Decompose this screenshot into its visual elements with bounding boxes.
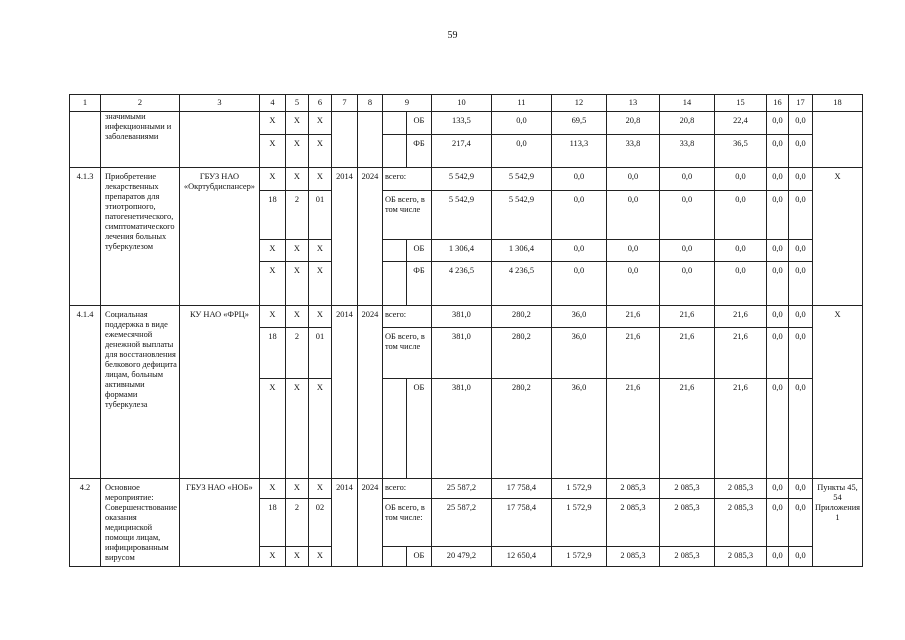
table-cell: X xyxy=(308,547,331,567)
table-cell: 0,0 xyxy=(788,479,812,499)
table-cell: 18 xyxy=(259,499,285,547)
table-cell: 4 236,5 xyxy=(431,262,491,306)
table-cell: 21,6 xyxy=(659,306,714,328)
table-cell: 21,6 xyxy=(659,379,714,479)
table-cell: 0,0 xyxy=(788,499,812,547)
table-cell: 0,0 xyxy=(659,262,714,306)
table-row xyxy=(70,306,863,328)
table-cell xyxy=(382,135,406,168)
table-cell: 2014 xyxy=(331,306,357,479)
col-header: 1 xyxy=(70,95,101,112)
table-cell: 0,0 xyxy=(714,262,766,306)
table-cell: 20,8 xyxy=(659,112,714,135)
table-cell: 381,0 xyxy=(431,379,491,479)
table-cell: ОБ xyxy=(406,112,431,135)
table-cell: 21,6 xyxy=(714,328,766,379)
table-cell: 18 xyxy=(259,191,285,240)
col-header: 8 xyxy=(357,95,382,112)
table-cell: 25 587,2 xyxy=(431,479,491,499)
table-cell: ОБ xyxy=(406,240,431,262)
col-header: 3 xyxy=(179,95,259,112)
table-cell xyxy=(70,112,101,168)
table-cell: 0,0 xyxy=(788,168,812,191)
table-cell: Пункты 45, 54 Приложения 1 xyxy=(812,479,862,567)
table-cell: 2 085,3 xyxy=(606,479,659,499)
table-cell: X xyxy=(259,547,285,567)
table-cell: 17 758,4 xyxy=(491,499,551,547)
table-cell: X xyxy=(285,479,308,499)
table-cell: 17 758,4 xyxy=(491,479,551,499)
table-cell: X xyxy=(285,547,308,567)
table-cell: 21,6 xyxy=(714,306,766,328)
table-cell: 5 542,9 xyxy=(491,191,551,240)
table-row xyxy=(70,112,863,135)
table-cell: 280,2 xyxy=(491,306,551,328)
table-cell: 2014 xyxy=(331,479,357,567)
table-cell: 5 542,9 xyxy=(431,191,491,240)
table-cell: 0,0 xyxy=(766,135,788,168)
table-cell: 20 479,2 xyxy=(431,547,491,567)
table-cell: 2 085,3 xyxy=(714,547,766,567)
table-cell: 0,0 xyxy=(659,168,714,191)
table-cell: X xyxy=(259,379,285,479)
table-cell: 0,0 xyxy=(606,168,659,191)
table-cell: ОБ всего, в том числе xyxy=(382,191,431,240)
table-cell: 0,0 xyxy=(766,328,788,379)
table-cell: X xyxy=(285,306,308,328)
table-cell: ОБ xyxy=(406,547,431,567)
table-cell: 1 572,9 xyxy=(551,547,606,567)
row-name: значимыми инфекционными и заболеваниями xyxy=(101,112,180,168)
table-cell: X xyxy=(285,240,308,262)
table-cell: 0,0 xyxy=(714,240,766,262)
table-cell: 2 085,3 xyxy=(659,479,714,499)
table-cell: 33,8 xyxy=(606,135,659,168)
table-cell: всего: xyxy=(382,168,431,191)
table-cell: 2 085,3 xyxy=(714,499,766,547)
row-name: Основное мероприятие: Совершенствование оказания медицинской помощи лицам, инфицированным вирусом xyxy=(101,479,180,567)
table-cell: 36,0 xyxy=(551,306,606,328)
row-executor: КУ НАО «ФРЦ» xyxy=(179,306,259,479)
table-cell: 381,0 xyxy=(431,306,491,328)
table-cell: 1 572,9 xyxy=(551,499,606,547)
table-cell: 0,0 xyxy=(714,168,766,191)
table-cell: 2024 xyxy=(357,168,382,306)
col-header: 16 xyxy=(766,95,788,112)
table-cell: X xyxy=(285,135,308,168)
table-cell: 0,0 xyxy=(788,240,812,262)
table-cell: 0,0 xyxy=(659,191,714,240)
table-cell: 2 085,3 xyxy=(606,499,659,547)
table-cell: 0,0 xyxy=(766,379,788,479)
table-cell: 4 236,5 xyxy=(491,262,551,306)
table-cell: 33,8 xyxy=(659,135,714,168)
table-cell: 0,0 xyxy=(491,135,551,168)
table-cell: 2024 xyxy=(357,306,382,479)
row-executor: ГБУЗ НАО «Окртубдиспансер» xyxy=(179,168,259,306)
table-cell: X xyxy=(259,262,285,306)
table-cell: 0,0 xyxy=(766,168,788,191)
table-cell: 36,0 xyxy=(551,379,606,479)
table-cell: 0,0 xyxy=(551,240,606,262)
table-cell: 21,6 xyxy=(606,328,659,379)
table-cell: 280,2 xyxy=(491,379,551,479)
col-header: 13 xyxy=(606,95,659,112)
row-name: Социальная поддержка в виде ежемесячной денежной выплаты для восстановления белкового дефицита лицам, больным активными формами туберкулеза xyxy=(101,306,180,479)
table-cell xyxy=(382,547,406,567)
table-cell: 0,0 xyxy=(788,135,812,168)
table-cell: X xyxy=(812,306,862,479)
table-cell: 0,0 xyxy=(788,547,812,567)
row-name: Приобретение лекарственных препаратов для этиотропного, патогенетического, симптоматического лечения больных туберкулезом xyxy=(101,168,180,306)
table-cell: 1 306,4 xyxy=(491,240,551,262)
table-cell: X xyxy=(259,168,285,191)
table-cell: X xyxy=(308,135,331,168)
table-cell: 5 542,9 xyxy=(431,168,491,191)
table-cell: 01 xyxy=(308,191,331,240)
table-cell: 2 xyxy=(285,499,308,547)
row-executor: ГБУЗ НАО «НОБ» xyxy=(179,479,259,567)
table-cell: 2 085,3 xyxy=(606,547,659,567)
table-cell: 2024 xyxy=(357,479,382,567)
table-cell: 2 085,3 xyxy=(659,499,714,547)
table-cell: 133,5 xyxy=(431,112,491,135)
table-cell: ОБ xyxy=(406,379,431,479)
program-table xyxy=(69,94,863,567)
table-cell: X xyxy=(285,112,308,135)
header-row xyxy=(70,95,863,112)
table-cell: X xyxy=(259,306,285,328)
table-cell: 0,0 xyxy=(606,240,659,262)
table-cell: 22,4 xyxy=(714,112,766,135)
table-cell: X xyxy=(308,262,331,306)
table-cell: X xyxy=(259,112,285,135)
table-cell: ФБ xyxy=(406,135,431,168)
table-cell: ОБ всего, в том числе xyxy=(382,328,431,379)
table-row xyxy=(70,168,863,191)
table-cell: 0,0 xyxy=(788,328,812,379)
table-cell: 381,0 xyxy=(431,328,491,379)
col-header: 5 xyxy=(285,95,308,112)
table-cell: 36,0 xyxy=(551,328,606,379)
table-cell: 20,8 xyxy=(606,112,659,135)
table-cell: 1 572,9 xyxy=(551,479,606,499)
table-cell xyxy=(382,262,406,306)
table-cell: всего: xyxy=(382,479,431,499)
table-cell: ФБ xyxy=(406,262,431,306)
table-cell: 0,0 xyxy=(714,191,766,240)
table-cell: 5 542,9 xyxy=(491,168,551,191)
table-cell: 69,5 xyxy=(551,112,606,135)
table-cell: ОБ всего, в том числе: xyxy=(382,499,431,547)
table-cell: 0,0 xyxy=(788,306,812,328)
table-cell: X xyxy=(285,379,308,479)
table-cell: 280,2 xyxy=(491,328,551,379)
table-cell: X xyxy=(812,168,862,306)
table-cell: X xyxy=(308,379,331,479)
table-cell: 217,4 xyxy=(431,135,491,168)
table-cell: 0,0 xyxy=(491,112,551,135)
table-cell: X xyxy=(308,306,331,328)
col-header: 4 xyxy=(259,95,285,112)
page-number: 59 xyxy=(447,30,458,41)
table-cell xyxy=(382,112,406,135)
table-cell: 01 xyxy=(308,328,331,379)
table-row xyxy=(70,479,863,499)
table-cell: 2014 xyxy=(331,168,357,306)
col-header: 15 xyxy=(714,95,766,112)
table-cell: 0,0 xyxy=(551,191,606,240)
table-cell xyxy=(382,240,406,262)
col-header: 2 xyxy=(101,95,180,112)
col-header: 12 xyxy=(551,95,606,112)
table-cell: 0,0 xyxy=(659,240,714,262)
table-cell: 0,0 xyxy=(766,262,788,306)
table-cell xyxy=(382,379,406,479)
table-cell: 18 xyxy=(259,328,285,379)
table-cell: 0,0 xyxy=(766,191,788,240)
table-cell: X xyxy=(285,168,308,191)
table-cell: 12 650,4 xyxy=(491,547,551,567)
table-cell: 113,3 xyxy=(551,135,606,168)
col-header: 18 xyxy=(812,95,862,112)
table-cell: 2 085,3 xyxy=(714,479,766,499)
table-cell: 0,0 xyxy=(606,262,659,306)
table-cell xyxy=(331,112,357,168)
row-number: 4.1.4 xyxy=(70,306,101,479)
col-header: 10 xyxy=(431,95,491,112)
table-cell: 0,0 xyxy=(551,262,606,306)
table-cell: 2 xyxy=(285,328,308,379)
table-cell: X xyxy=(308,240,331,262)
table-cell: 0,0 xyxy=(606,191,659,240)
col-header: 14 xyxy=(659,95,714,112)
table-cell xyxy=(812,112,862,168)
table-cell: X xyxy=(308,112,331,135)
row-number: 4.1.3 xyxy=(70,168,101,306)
col-header: 9 xyxy=(382,95,431,112)
col-header: 6 xyxy=(308,95,331,112)
table-cell: всего: xyxy=(382,306,431,328)
table-cell: 02 xyxy=(308,499,331,547)
table-cell: 2 xyxy=(285,191,308,240)
table-cell: 0,0 xyxy=(766,240,788,262)
table-cell: 1 306,4 xyxy=(431,240,491,262)
table-cell: 0,0 xyxy=(788,191,812,240)
table-cell: X xyxy=(259,479,285,499)
table-cell: 0,0 xyxy=(766,547,788,567)
table-cell: 21,6 xyxy=(606,379,659,479)
table-cell: 0,0 xyxy=(788,112,812,135)
table-cell: 21,6 xyxy=(714,379,766,479)
table-cell: X xyxy=(308,479,331,499)
table-cell: X xyxy=(259,135,285,168)
table-cell: 21,6 xyxy=(606,306,659,328)
col-header: 7 xyxy=(331,95,357,112)
table-cell: 0,0 xyxy=(551,168,606,191)
table-cell: 0,0 xyxy=(766,499,788,547)
table-cell: 0,0 xyxy=(788,262,812,306)
col-header: 17 xyxy=(788,95,812,112)
table-cell xyxy=(179,112,259,168)
table-cell: 0,0 xyxy=(766,479,788,499)
table-cell: X xyxy=(308,168,331,191)
table-cell: 2 085,3 xyxy=(659,547,714,567)
table-cell: 0,0 xyxy=(766,306,788,328)
table-cell: 36,5 xyxy=(714,135,766,168)
table-cell: 25 587,2 xyxy=(431,499,491,547)
table-cell: 0,0 xyxy=(788,379,812,479)
col-header: 11 xyxy=(491,95,551,112)
table-cell: 21,6 xyxy=(659,328,714,379)
row-number: 4.2 xyxy=(70,479,101,567)
table-cell xyxy=(357,112,382,168)
table-cell: 0,0 xyxy=(766,112,788,135)
table-cell: X xyxy=(259,240,285,262)
table-cell: X xyxy=(285,262,308,306)
